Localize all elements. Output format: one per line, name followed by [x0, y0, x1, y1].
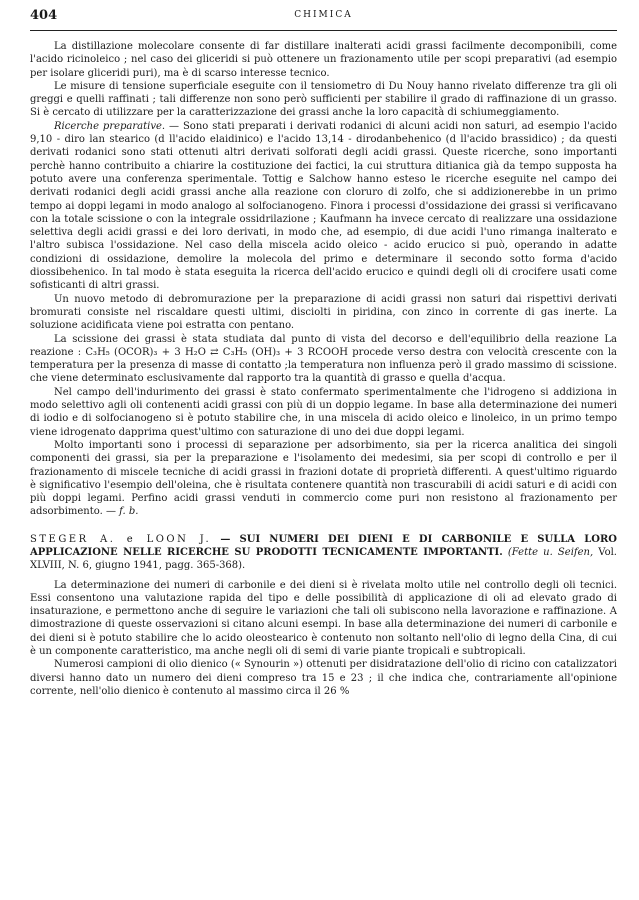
running-title: CHIMICA	[294, 10, 353, 20]
paragraph-indurimento: Nel campo dell'indurimento dei grassi è stato confermato sperimentalmente che l'idrogeno si addiziona in modo selettivo agli oli contenenti acidi grassi con più di un doppio legame. In base alla determinazione dei numeri di iodio e di solfocianogeno si è potuto stabilire che, in una miscela di acido oleico e linoleico, in un primo tempo viene idrogenato dapprima quest'ultimo con saturazione di uno dei due doppi legami.	[30, 386, 617, 438]
separazione-text: Molto importanti sono i processi di separazione per adsorbimento, sia per la ricerca analitica dei singoli componenti dei grassi, sia per la preparazione e l'isolamento dei medesimi, sia per scopi di controllo e per il frazionamento di miscele tecniche di acidi grassi in frazioni dotate di proprietà differenti. A quest'ultimo riguardo è significativo l'esempio dell'oleina, che è risultata contenere quantità non trascurabili di acidi saturi e di acidi con più doppi legami. Perfino acidi grassi venduti in commercio come puri non resistono al frazionamento per adsorbimento. —	[30, 439, 617, 518]
author-signature: f. b.	[119, 506, 139, 518]
section-title: — SUI NUMERI DEI DIENI E DI CARBONILE E SULLA LORO APPLICAZIONE NELLE RICERCHE SU PRODOTTI TECNICAMENTE IMPORTANTI.	[30, 533, 617, 558]
paragraph-ricerche	[30, 120, 617, 293]
paragraph-numerosi: Numerosi campioni di olio dienico (« Synourin ») ottenuti per disidratazione dell'olio di ricino con catalizzatori diversi hanno dato un numero dei dieni compreso tra 15 e 23 ; il che indica che, contrariamente all'opinione corrente, nell'olio dienico è contenuto al massimo circa il 26 %	[30, 659, 617, 697]
paragraph-scissione	[30, 333, 617, 386]
article-body	[30, 40, 617, 698]
header-rule	[30, 30, 617, 31]
journal-name: (Fette u. Seifen,	[507, 546, 594, 558]
ricerche-label: Ricerche preparative.	[54, 120, 166, 132]
paragraph-determinazione: La determinazione dei numeri di carbonile e dei dieni si è rivelata molto utile nel controllo degli oli tecnici. Essi consentono una valutazione rapida del tipo e delle possibilità di applicazione di oli ad elevato grado di insaturazione, e permettono anche di seguire le variazioni che tali oli subiscono nella lavorazione e raffinazione. A dimostrazione di queste osservazioni si citano alcuni esempi. In base alla determinazione dei numeri di carbonile e dei dieni si è potuto stabilire che lo acido oleostearico è contenuto non soltanto nell'olio di legno della Cina, di cui è un componente caratteristico, ma anche negli oli di semi di varie piante tropicali e subtropicali.	[30, 579, 617, 658]
paragraph-separazione	[30, 439, 617, 519]
scissione-text-after: procede verso destra con velocità crescente con la temperatura per la presenza di masse di contatto ;la temperatura non influenza però il grado massimo di scissione. che viene determinato esclusivamente dal rapporto tra la quantità di grasso e quella d'acqua.	[30, 346, 618, 385]
paragraph-tensione: Le misure di tensione superficiale eseguite con il tensiometro di Du Nouy hanno rivelato differenze tra gli oli greggi e quelli raffinati ; tali differenze non sono però sufficienti per stabilire il grado di raffinazione di un grasso. Si è cercato di utilizzare per la caratterizzazione dei grassi anche la loro capacità di schiumeggiamento.	[30, 80, 617, 119]
paragraph-debromurazione: Un nuovo metodo di debromurazione per la preparazione di acidi grassi non saturi dai rispettivi derivati bromurati consiste nel riscaldare questi ultimi, disciolti in piridina, con zinco in corrente di gas inerte. La soluzione acidificata viene poi estratta con pentano.	[30, 293, 617, 332]
ricerche-text: — Sono stati preparati i derivati rodanici di alcuni acidi non saturi, ad esempio l'acido 9,10 - diro lan stearico (d ll'acido elaidinico) e l'acido 13,14 - dirodanbehenico (d ll'acido brassidico) ; da questi derivati rodanici sono stati ottenuti altri derivati solforati degli acidi grassi. Queste ricerche, sono importanti perchè hanno contribuito a chiarire la costituzione dei factici, la cui struttura ditianica già da tempo supposta ha potuto avere una conferenza sperimentale. Tottig e Salchow hanno esteso le ricerche eseguite nel campo dei derivati rodanici degli acidi grassi anche alla reazione con cloruro di zolfo, che si addizionerebbe in un primo tempo ai doppi legami in modo analogo al solfocianogeno. Finora i processi d'ossidazione dei grassi si verificavano con la totale scissione o con la integrale ossidrilazione ; Kaufmann ha invece cercato di realizzare una ossidazione selettiva degli acidi grassi e dei loro derivati, in modo che, ad esempio, di due acidi l'uno rimanga inalterato e l'altro subisca l'ossidazione. Nel caso della miscela acido oleico - acido erucico si può, operando in adatte condizioni di ossidazione, demolire la molecola del primo e determinare il secondo sotto forma d'acido diossibehenico. In tal modo è stata eseguita la ricerca dell'acido erucico e quindi degli oli di crocifere usati come sofisticanti di altri grassi.	[30, 120, 617, 292]
page-header	[30, 8, 617, 24]
scissione-text-before: La scissione dei grassi è stata studiata dal punto di vista del decorso e dell'equilibrio della reazione La reazione :	[30, 333, 617, 358]
page-number: 404	[30, 8, 58, 23]
paragraph-distillazione: La distillazione molecolare consente di far distillare inalterati acidi grassi facilmente decomponibili, come l'acido ricinoleico ; nel caso dei gliceridi si può ottenere un frazionamento utile per scopi preparativi (ad esempio per isolare gliceridi puri), ma è di scarso interesse tecnico.	[30, 41, 617, 79]
reaction-formula: C₃H₅ (OCOR)₃ + 3 H₂O ⇄ C₃H₅ (OH)₃ + 3 RCOOH	[85, 346, 348, 358]
journal-citation: Vol. XLVIII, N. 6, giugno 1941, pagg. 365-368).	[30, 546, 617, 572]
section-authors: STEGER A. e LOON J.	[30, 533, 212, 545]
section-heading	[30, 533, 617, 573]
